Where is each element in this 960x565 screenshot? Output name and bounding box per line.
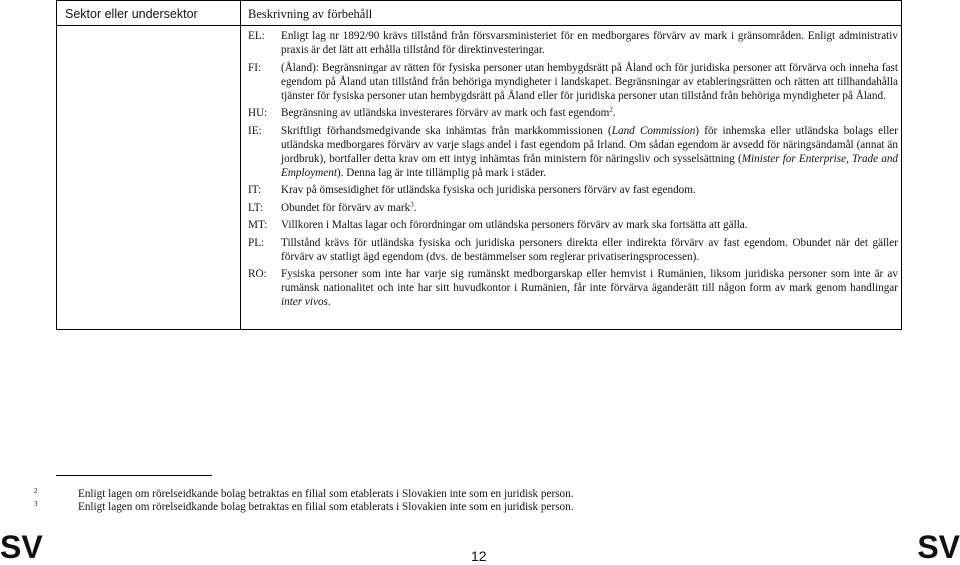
country-code: IT: <box>248 184 262 196</box>
entry-text: Tillstånd krävs för utländska fysiska och juridiska personers direkta eller indirekta förvärv av fast egendom. Obundet när det gäller förvärv av statligt ägd egendom (dvs. de bestämmelser som reglerar privatiseringsprocessen). <box>281 236 898 263</box>
country-code: PL: <box>248 236 265 249</box>
entry-text-main: Obundet för förvärv av mark <box>281 201 411 214</box>
country-code: LT: <box>248 201 264 214</box>
entry-text-italic: inter vivos <box>281 296 328 308</box>
column-divider <box>240 1 241 329</box>
entry-text: (Åland): Begränsningar av rätten för fysiska personer utan hembygdsrätt på Åland och för juridiska personer att förvärva och inneha fast egendom på Åland utan tillstånd från behöriga myndigheter i landskapet. Begränsningar av etableringsrätten och rätten att tillhandahålla tjänster för fysiska personer utan hembygdsrätt på Åland eller för juridiska personer utan tillstånd från behöriga myndigheter på Åland. <box>281 61 898 102</box>
entry-text-part: Skriftligt förhandsmedgivande ska inhämtas från markkommissionen ( <box>281 124 612 137</box>
language-code-left: SV <box>0 529 43 565</box>
footnote-number: 2 <box>34 487 38 495</box>
entry-text-italic: Land Commission <box>611 124 696 137</box>
footnote-rule <box>56 475 212 476</box>
country-code: MT: <box>248 219 268 231</box>
language-code-right: SV <box>917 529 960 565</box>
entry-pl <box>248 236 898 264</box>
country-code: IE: <box>248 124 262 137</box>
entry-text-part: ) för inhemska eller utländska bolags eller utländska medborgares förvärv av varje slags andel i fast egendom på Irland. Om sådan egendom är avsedd för näringsändamål (annat än jordbruk), bortfaller detta krav om ett intyg inhämtas från ministern för näringsliv och sysselsättning ( <box>281 124 899 165</box>
reservation-entries <box>248 29 898 313</box>
entry-text <box>281 106 898 120</box>
entry-text-italic: Minister for Enterprise, Trade and Employment <box>281 152 899 179</box>
country-code: FI: <box>248 61 262 74</box>
header-description: Beskrivning av förbehåll <box>248 7 373 21</box>
country-code: HU: <box>248 107 268 119</box>
footnote-ref: 3 <box>410 199 414 208</box>
entry-text-tail: . <box>612 107 616 119</box>
entry-ro <box>248 267 898 309</box>
footnote-text: Enligt lagen om rörelseidkande bolag betraktas en filial som etablerats i Slovakien inte som en juridisk person. <box>78 488 574 500</box>
entry-text-part: . <box>327 296 331 308</box>
entry-text: Villkoren i Maltas lagar och förordningar om utländska personers förvärv av mark ska fortsätta att gälla. <box>281 219 748 231</box>
entry-lt <box>248 201 898 215</box>
entry-mt <box>248 218 898 232</box>
entry-hu <box>248 106 898 120</box>
country-code: EL: <box>248 30 265 42</box>
page-number: 12 <box>471 548 487 564</box>
entry-text <box>281 267 898 309</box>
entry-text <box>281 201 898 215</box>
reservations-table <box>56 0 902 330</box>
entry-it <box>248 183 898 197</box>
entry-text-main: Begränsning av utländska investerares förvärv av mark och fast egendom <box>281 107 610 119</box>
footnote-ref: 2 <box>609 105 613 114</box>
country-code: RO: <box>248 268 267 280</box>
entry-el <box>248 29 898 57</box>
entry-ie <box>248 124 898 180</box>
entry-text-tail: . <box>413 201 417 214</box>
entry-text: Krav på ömsesidighet för utländska fysiska och juridiska personers förvärv av fast egendom. <box>281 184 696 196</box>
header-sector: Sektor eller undersektor <box>65 7 198 21</box>
entry-text <box>281 124 898 180</box>
header-divider <box>57 25 901 26</box>
entry-text-part: ). Denna lag är inte tillämplig på mark i städer. <box>336 166 546 179</box>
entry-text: Enligt lag nr 1892/90 krävs tillstånd från försvarsministeriet för en medborgares förvärv av mark i gränsområden. Enligt administrativ praxis är det lätt att erhålla tillstånd för direktinvesteringar. <box>281 30 898 56</box>
footnote-number: 3 <box>34 500 38 508</box>
entry-fi <box>248 61 898 103</box>
footnote-text: Enligt lagen om rörelseidkande bolag betraktas en filial som etablerats i Slovakien inte som en juridisk person. <box>78 501 574 513</box>
entry-text-part: Fysiska personer som inte har varje sig rumänskt medborgarskap eller hemvist i Rumänien, liksom juridiska personer som inte är av rumänsk nationalitet och inte har sitt huvudkontor i Rumänien, får inte förvärva äganderätt till någon form av mark genom handlingar <box>281 268 898 294</box>
